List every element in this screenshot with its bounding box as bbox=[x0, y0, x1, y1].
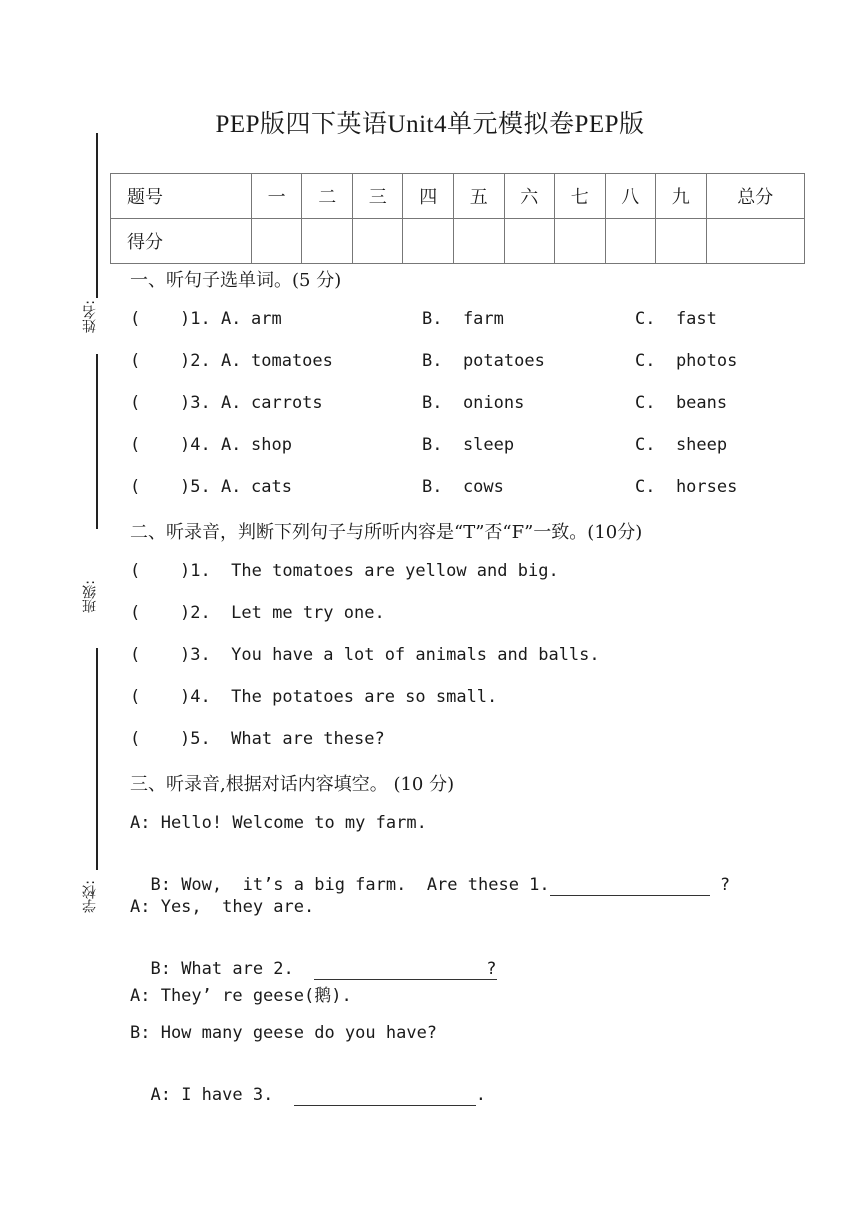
score-cell: 六 bbox=[504, 174, 555, 219]
dialogue-line bbox=[130, 1065, 486, 1106]
statement: )4. The potatoes are so small. bbox=[180, 687, 498, 707]
statement: )2. Let me try one. bbox=[180, 603, 385, 623]
item-number: )5. A. bbox=[180, 477, 242, 497]
paren: ( bbox=[130, 477, 141, 497]
score-entry-cell[interactable] bbox=[251, 219, 302, 264]
dialogue-text: A: I have 3. bbox=[150, 1085, 294, 1105]
score-table bbox=[110, 173, 805, 264]
option-c: C. horses bbox=[635, 477, 738, 497]
statement: )5. What are these? bbox=[180, 729, 385, 749]
option-a: carrots bbox=[251, 393, 323, 413]
paren: ( bbox=[130, 603, 141, 623]
item-number: )4. A. bbox=[180, 435, 242, 455]
answer-blank-2[interactable] bbox=[314, 959, 486, 980]
dialogue-line bbox=[130, 939, 497, 980]
dialogue-line: A: They’ re geese(鹅). bbox=[130, 986, 352, 1006]
binding-line-top bbox=[96, 133, 98, 298]
school-label: 学校: bbox=[82, 880, 98, 913]
option-a: cats bbox=[251, 477, 292, 497]
score-cell: 三 bbox=[352, 174, 403, 219]
score-entry-cell[interactable] bbox=[605, 219, 656, 264]
dialogue-line: A: Yes, they are. bbox=[130, 897, 315, 917]
score-table-header-row bbox=[111, 174, 805, 219]
paren: ( bbox=[130, 435, 141, 455]
score-row-label: 得分 bbox=[111, 219, 252, 264]
statement: )1. The tomatoes are yellow and big. bbox=[180, 561, 559, 581]
option-b: B. cows bbox=[422, 477, 504, 497]
score-cell: 二 bbox=[302, 174, 353, 219]
paren: ( bbox=[130, 645, 141, 665]
score-cell: 题号 bbox=[111, 174, 252, 219]
answer-blank-3[interactable] bbox=[294, 1085, 476, 1106]
score-entry-cell[interactable] bbox=[656, 219, 707, 264]
option-a: tomatoes bbox=[251, 351, 333, 371]
score-table-score-row bbox=[111, 219, 805, 264]
score-entry-cell[interactable] bbox=[453, 219, 504, 264]
score-cell: 五 bbox=[453, 174, 504, 219]
paren: ( bbox=[130, 309, 141, 329]
paren: ( bbox=[130, 687, 141, 707]
score-entry-cell[interactable] bbox=[706, 219, 804, 264]
dialogue-line: B: How many geese do you have? bbox=[130, 1023, 438, 1043]
score-entry-cell[interactable] bbox=[352, 219, 403, 264]
option-b: B. sleep bbox=[422, 435, 515, 455]
statement: )3. You have a lot of animals and balls. bbox=[180, 645, 600, 665]
option-c: C. fast bbox=[635, 309, 717, 329]
score-cell: 一 bbox=[251, 174, 302, 219]
section2-heading: 二、听录音，判断下列句子与所听内容是“T”否“F”一致。(10分) bbox=[130, 522, 643, 543]
binding-line-mid1 bbox=[96, 354, 98, 529]
dialogue-line: A: Hello! Welcome to my farm. bbox=[130, 813, 427, 833]
dialogue-text: B: What are 2. bbox=[150, 959, 315, 979]
score-cell: 七 bbox=[555, 174, 606, 219]
score-entry-cell[interactable] bbox=[302, 219, 353, 264]
answer-blank-1[interactable] bbox=[550, 875, 710, 896]
name-label: 姓名: bbox=[82, 300, 98, 333]
dialogue-text: ? bbox=[709, 875, 731, 895]
section1-heading: 一、听句子选单词。(5 分) bbox=[130, 270, 342, 291]
option-a: shop bbox=[251, 435, 292, 455]
score-cell: 八 bbox=[605, 174, 656, 219]
paren: ( bbox=[130, 351, 141, 371]
class-label: 班级: bbox=[82, 580, 98, 613]
paren: ( bbox=[130, 729, 141, 749]
binding-line-mid2 bbox=[96, 648, 98, 870]
page-title: PEP版四下英语Unit4单元模拟卷PEP版 bbox=[215, 111, 645, 138]
dialogue-text: . bbox=[475, 1085, 487, 1105]
score-cell: 总分 bbox=[706, 174, 804, 219]
score-cell: 九 bbox=[656, 174, 707, 219]
section3-heading: 三、听录音,根据对话内容填空。 (10 分) bbox=[130, 774, 455, 795]
option-b: B. potatoes bbox=[422, 351, 545, 371]
paren: ( bbox=[130, 393, 141, 413]
score-cell: 四 bbox=[403, 174, 454, 219]
score-entry-cell[interactable] bbox=[555, 219, 606, 264]
option-b: B. farm bbox=[422, 309, 504, 329]
paren: ( bbox=[130, 561, 141, 581]
option-c: C. beans bbox=[635, 393, 728, 413]
item-number: )1. A. bbox=[180, 309, 242, 329]
option-c: C. photos bbox=[635, 351, 738, 371]
score-entry-cell[interactable] bbox=[403, 219, 454, 264]
option-a: arm bbox=[251, 309, 282, 329]
item-number: )2. A. bbox=[180, 351, 242, 371]
option-b: B. onions bbox=[422, 393, 525, 413]
score-entry-cell[interactable] bbox=[504, 219, 555, 264]
item-number: )3. A. bbox=[180, 393, 242, 413]
option-c: C. sheep bbox=[635, 435, 728, 455]
dialogue-line bbox=[130, 855, 730, 896]
dialogue-text: B: Wow, it’s a big farm. Are these 1. bbox=[150, 875, 550, 895]
dialogue-text: ? bbox=[486, 959, 497, 979]
